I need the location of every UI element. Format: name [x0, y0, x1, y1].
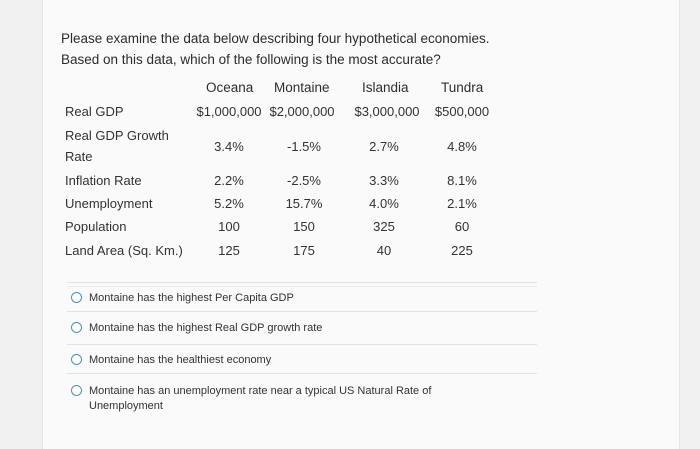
- column-header-montaine: Montaine: [274, 80, 330, 95]
- divider: [67, 373, 537, 374]
- answer-option-label: [89, 384, 469, 414]
- table-cell: 4.0%: [369, 196, 399, 211]
- table-cell: 225: [451, 243, 473, 258]
- table-cell: 100: [218, 219, 240, 234]
- table-cell: 5.2%: [214, 196, 244, 211]
- table-cell: 40: [376, 243, 392, 258]
- row-label-real-gdp: Real GDP: [65, 104, 124, 119]
- question-text: [61, 28, 661, 70]
- table-cell: $3,000,000: [354, 104, 420, 119]
- divider: [67, 311, 537, 312]
- table-cell: -1.5%: [287, 139, 321, 154]
- table-cell: 2.1%: [447, 196, 477, 211]
- table-cell: 325: [373, 219, 395, 234]
- table-cell: 175: [293, 243, 315, 258]
- answer-option-label: Montaine has the highest Per Capita GDP: [89, 292, 294, 304]
- answer-option-label: Montaine has the highest Real GDP growth rate: [89, 322, 323, 334]
- table-cell: -2.5%: [287, 173, 321, 188]
- table-cell: 125: [218, 243, 240, 258]
- row-label-land-area: Land Area (Sq. Km.): [65, 243, 183, 258]
- divider: [67, 344, 537, 345]
- radio-button[interactable]: [71, 322, 82, 333]
- table-cell: $500,000: [434, 104, 490, 119]
- table-cell: $1,000,000: [196, 104, 262, 119]
- column-header-tundra: Tundra: [441, 80, 484, 95]
- question-card: [42, 0, 680, 449]
- table-cell: 4.8%: [447, 139, 477, 154]
- table-cell: 3.4%: [214, 139, 244, 154]
- row-label-population: Population: [65, 219, 127, 234]
- column-header-oceana: Oceana: [206, 80, 254, 95]
- divider: [67, 286, 537, 287]
- table-cell: 150: [293, 219, 315, 234]
- table-cell: 2.2%: [214, 173, 244, 188]
- question-line-2: Based on this data, which of the following is the most accurate?: [61, 52, 441, 67]
- table-cell: 60: [454, 219, 470, 234]
- table-cell: 8.1%: [447, 173, 477, 188]
- answer-option-label: Montaine has the healthiest economy: [89, 354, 272, 366]
- radio-button[interactable]: [71, 354, 82, 365]
- column-header-islandia: Islandia: [362, 80, 409, 95]
- row-label-inflation-rate: Inflation Rate: [65, 173, 142, 188]
- answer-option-label-line-2: Unemployment: [89, 400, 163, 412]
- row-label-real-gdp-growth-line-1: Real GDP Growth: [65, 128, 169, 143]
- divider: [67, 282, 537, 283]
- table-cell: 3.3%: [369, 173, 399, 188]
- table-cell: $2,000,000: [269, 104, 335, 119]
- table-cell: 15.7%: [285, 196, 323, 211]
- row-label-real-gdp-growth-line-2: Rate: [65, 149, 93, 164]
- table-cell: 2.7%: [369, 139, 399, 154]
- radio-button[interactable]: [71, 292, 82, 303]
- answer-option-label-line-1: Montaine has an unemployment rate near a typical US Natural Rate of: [89, 385, 432, 397]
- question-line-1: Please examine the data below describing four hypothetical economies.: [61, 31, 490, 46]
- radio-button[interactable]: [71, 385, 82, 396]
- row-label-unemployment: Unemployment: [65, 196, 153, 211]
